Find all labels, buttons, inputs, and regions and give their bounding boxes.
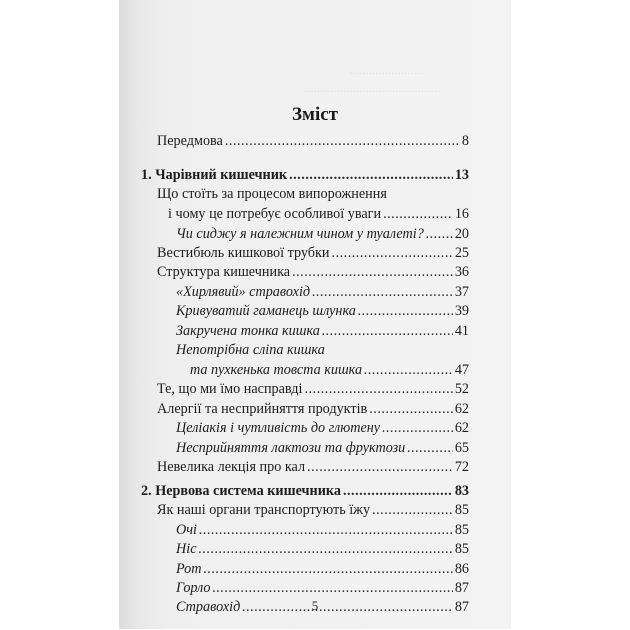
toc-entry-label: Невелика лекція про кал — [157, 459, 306, 475]
dot-leader — [383, 205, 453, 224]
toc-page-number: 8 — [461, 133, 469, 149]
toc-entry — [176, 521, 469, 540]
dot-leader — [204, 560, 453, 579]
dot-leader — [307, 458, 453, 477]
toc-entry — [157, 501, 469, 520]
toc-entry-label: Вестибюль кишкової трубки — [157, 245, 330, 261]
toc-entry — [176, 225, 469, 244]
dot-leader — [358, 302, 453, 321]
toc-entry-label: Горло — [176, 580, 211, 596]
toc-entry — [176, 540, 469, 559]
toc-entry — [190, 361, 469, 380]
toc-page-number: 37 — [454, 284, 469, 300]
toc-chapter-heading — [141, 166, 469, 185]
page-number: 5 — [311, 598, 319, 613]
toc-entry-label: Як наші органи транспортують їжу — [157, 502, 371, 518]
toc-entry — [176, 322, 469, 341]
dot-leader — [343, 482, 453, 501]
toc-entry-label: Кривуватий гаманець шлунка — [176, 303, 356, 319]
toc-page-number: 85 — [454, 541, 469, 557]
toc-page-number: 16 — [454, 206, 469, 222]
toc-page-number: 62 — [454, 420, 469, 436]
toc-entry-label: Алергії та несприйняття продуктів — [157, 401, 368, 417]
toc-entry-label: Передмова — [157, 133, 223, 149]
bleed-through-text: .......................................... — [304, 80, 441, 95]
toc-entry — [176, 302, 469, 321]
dot-leader — [369, 400, 453, 419]
toc-entry-label: Ніс — [176, 541, 197, 557]
toc-entry — [176, 439, 469, 458]
toc-entry-label: Целіакія і чутливість до глютену — [176, 420, 381, 436]
toc-entry — [157, 400, 469, 419]
toc-chapter-heading — [141, 482, 469, 501]
toc-entry — [176, 560, 469, 579]
toc-page-number: 83 — [454, 483, 469, 499]
toc-page-number: 41 — [454, 323, 469, 339]
toc-entry-label: Рот — [176, 561, 202, 577]
toc-page-number: 86 — [454, 561, 469, 577]
dot-leader — [199, 540, 453, 559]
toc-entry-label: та пухкенька товста кишка — [190, 362, 363, 378]
dot-leader — [332, 244, 453, 263]
toc-page-number: 72 — [454, 459, 469, 475]
toc-page-number: 85 — [454, 522, 469, 538]
toc-entry — [168, 205, 469, 224]
book-page — [119, 0, 511, 629]
toc-entry — [176, 283, 469, 302]
toc-entry-label: 1. Чарівний кишечник — [141, 167, 288, 183]
dot-leader — [407, 439, 453, 458]
toc-entry-label: «Хирлявий» стравохід — [176, 284, 311, 300]
toc-entry-label: Несприйняття лактози та фруктози — [176, 440, 406, 456]
dot-leader — [364, 361, 453, 380]
toc-entry — [157, 244, 469, 263]
toc-entry — [157, 380, 469, 399]
toc-entry — [157, 263, 469, 282]
toc-entry-label: 2. Нервова система кишечника — [141, 483, 341, 499]
bleed-through-text: ....................... — [349, 62, 424, 77]
toc-page-number: 62 — [454, 401, 469, 417]
toc-page-number: 25 — [454, 245, 469, 261]
dot-leader — [289, 166, 453, 185]
toc-page-number: 36 — [454, 264, 469, 280]
toc-entry — [176, 341, 325, 360]
dot-leader — [372, 501, 453, 520]
dot-leader — [212, 579, 452, 598]
dot-leader — [382, 419, 453, 438]
toc-entry-label: і чому це потребує особливої уваги — [168, 206, 382, 222]
toc-entry-label: Те, що ми їмо насправді — [157, 381, 303, 397]
page-title: Зміст — [291, 104, 338, 125]
dot-leader — [292, 263, 453, 282]
toc-entry — [157, 458, 469, 477]
toc-entry-label: Очі — [176, 522, 197, 538]
toc-entry-label: Стравохід — [176, 599, 241, 615]
dot-leader — [322, 322, 453, 341]
toc-page-number: 65 — [454, 440, 469, 456]
toc-page-number: 87 — [454, 599, 469, 615]
toc-entry — [157, 185, 387, 204]
toc-entry-label: Закручена тонка кишка — [176, 323, 320, 339]
toc-page-number: 47 — [454, 362, 469, 378]
toc-page-number: 13 — [454, 167, 469, 183]
toc-entry — [176, 419, 469, 438]
toc-page-number: 20 — [454, 226, 469, 242]
toc-entry-label: Непотрібна сліпа кишка — [176, 342, 325, 358]
dot-leader — [304, 380, 452, 399]
toc-entry-label: Структура кишечника — [157, 264, 291, 280]
dot-leader — [426, 225, 453, 244]
dot-leader — [312, 283, 453, 302]
toc-page-number: 85 — [454, 502, 469, 518]
toc-page-number: 39 — [454, 303, 469, 319]
toc-entry-label: Чи сиджу я належним чином у туалеті? — [176, 226, 424, 242]
dot-leader — [199, 521, 453, 540]
toc-page-number: 52 — [454, 381, 469, 397]
toc-entry-label: Що стоїть за процесом випорожнення — [157, 186, 387, 202]
toc-entry — [157, 132, 469, 151]
toc-entry — [176, 579, 469, 598]
toc-page-number: 87 — [454, 580, 469, 596]
dot-leader — [225, 132, 460, 151]
